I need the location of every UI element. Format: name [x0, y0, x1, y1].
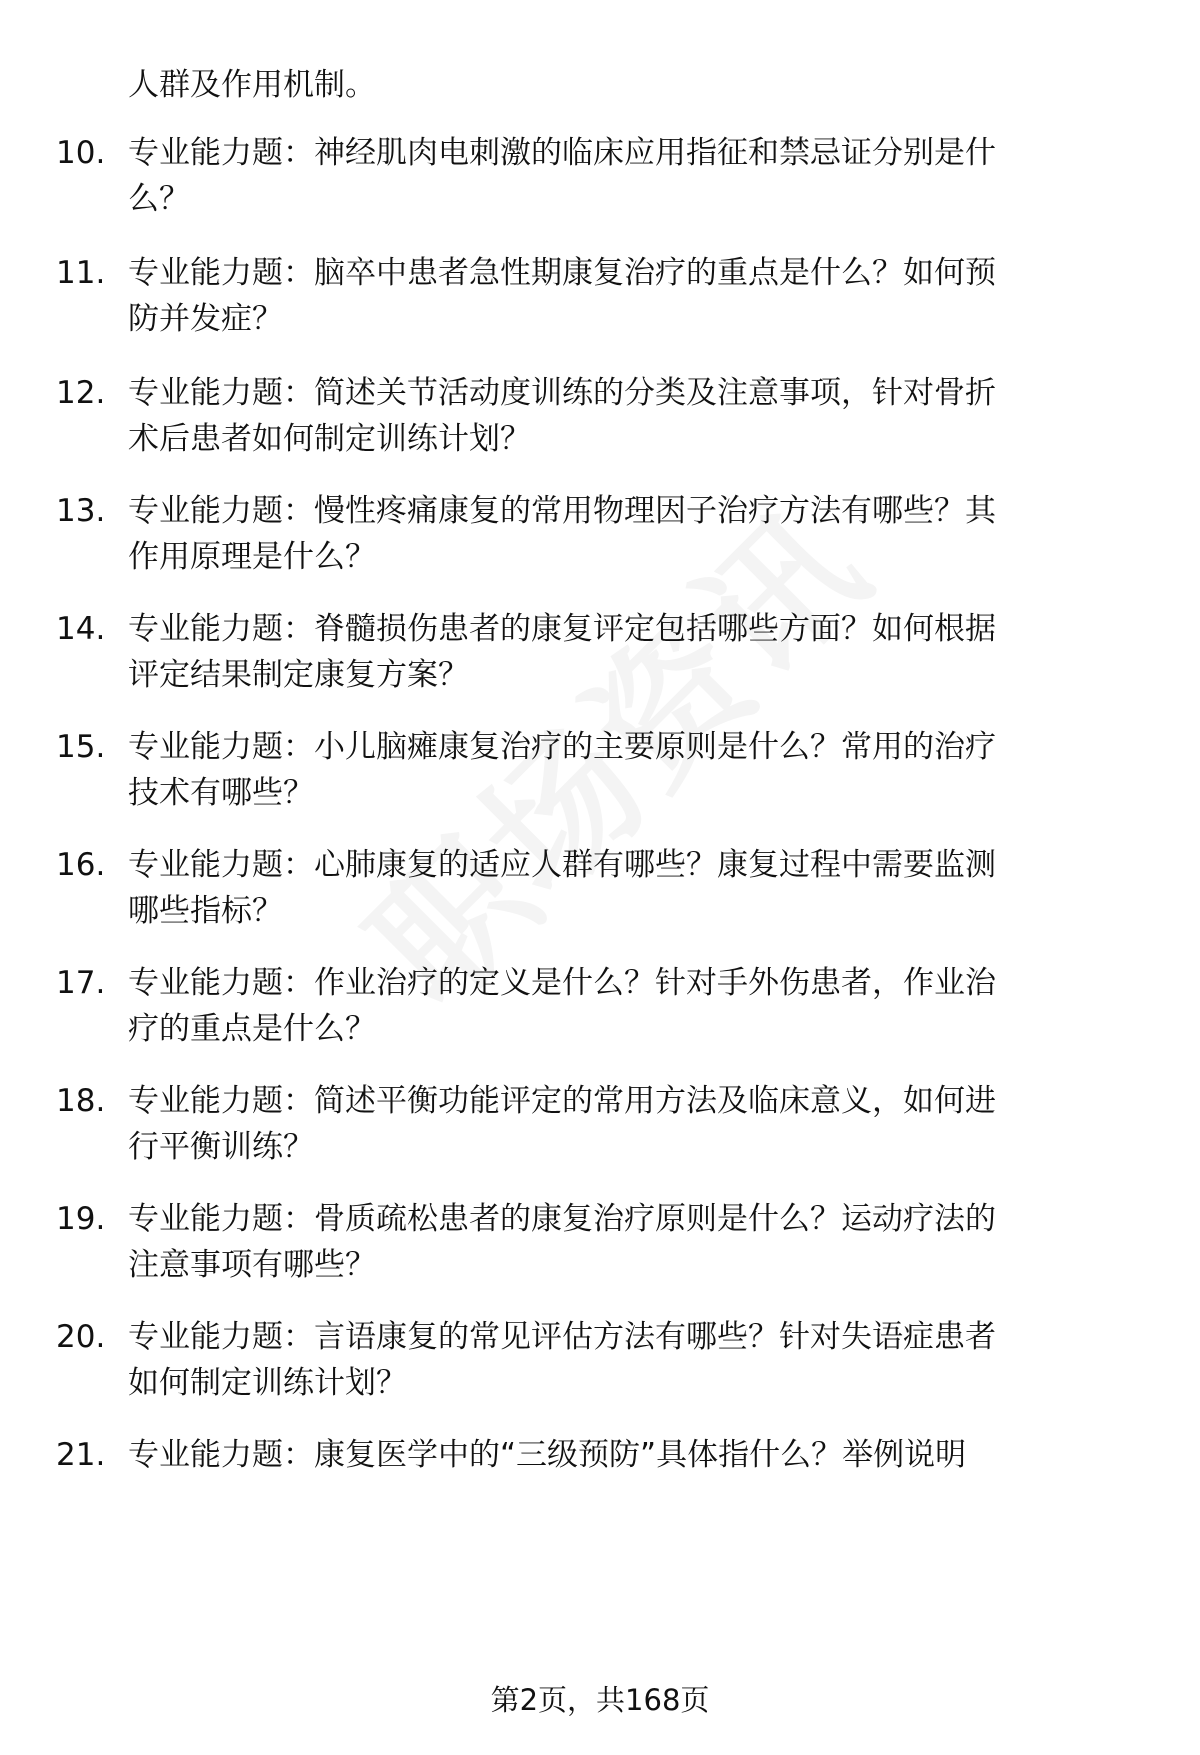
question-text — [128, 130, 1138, 222]
question-number: 17. — [56, 965, 106, 1001]
question-number: 15. — [56, 729, 106, 765]
question-text — [128, 370, 1138, 462]
question-number: 16. — [56, 847, 106, 883]
question-line: 术后患者如何制定训练计划？ — [128, 421, 531, 457]
question-line: 专业能力题：简述关节活动度训练的分类及注意事项，针对骨折 — [128, 375, 996, 411]
question-line: 专业能力题：言语康复的常见评估方法有哪些？针对失语症患者 — [128, 1319, 996, 1355]
question-line: 专业能力题：心肺康复的适应人群有哪些？康复过程中需要监测 — [128, 847, 996, 883]
question-number: 21. — [56, 1437, 106, 1473]
question-number: 20. — [56, 1319, 106, 1355]
question-text — [128, 842, 1138, 934]
page-footer: 第2页，共168页 — [490, 1683, 710, 1717]
question-line: 专业能力题：小儿脑瘫康复治疗的主要原则是什么？常用的治疗 — [128, 729, 996, 765]
question-number: 12. — [56, 375, 106, 411]
question-text — [128, 1432, 1138, 1478]
question-line: 专业能力题：脑卒中患者急性期康复治疗的重点是什么？如何预 — [128, 255, 996, 291]
question-text — [128, 488, 1138, 580]
question-text — [128, 1196, 1138, 1288]
question-number: 13. — [56, 493, 106, 529]
question-line: 专业能力题：慢性疼痛康复的常用物理因子治疗方法有哪些？其 — [128, 493, 996, 529]
question-text — [128, 1314, 1138, 1406]
question-line: 专业能力题：脊髓损伤患者的康复评定包括哪些方面？如何根据 — [128, 611, 996, 647]
question-line: 评定结果制定康复方案？ — [128, 657, 469, 693]
question-line: 疗的重点是什么？ — [128, 1011, 376, 1047]
question-text — [128, 724, 1138, 816]
question-line: 专业能力题：康复医学中的“三级预防”具体指什么？举例说明 — [128, 1437, 967, 1473]
question-line: 注意事项有哪些？ — [128, 1247, 376, 1283]
question-number: 19. — [56, 1201, 106, 1237]
question-line: 作用原理是什么？ — [128, 539, 376, 575]
question-line: 专业能力题：简述平衡功能评定的常用方法及临床意义，如何进 — [128, 1083, 996, 1119]
question-number: 10. — [56, 135, 106, 171]
question-line: 么？ — [128, 181, 190, 217]
question-line: 如何制定训练计划？ — [128, 1365, 407, 1401]
question-text — [128, 250, 1138, 342]
question-line: 技术有哪些？ — [128, 775, 314, 811]
question-line: 防并发症？ — [128, 301, 283, 337]
question-number: 18. — [56, 1083, 106, 1119]
question-line: 哪些指标？ — [128, 893, 283, 929]
question-line: 专业能力题：作业治疗的定义是什么？针对手外伤患者，作业治 — [128, 965, 996, 1001]
question-line: 专业能力题：骨质疏松患者的康复治疗原则是什么？运动疗法的 — [128, 1201, 996, 1237]
question-line: 专业能力题：神经肌肉电刺激的临床应用指征和禁忌证分别是什 — [128, 135, 996, 171]
question-text — [128, 960, 1138, 1052]
question-text — [128, 1078, 1138, 1170]
continuation-text: 人群及作用机制。 — [128, 67, 376, 103]
question-line: 行平衡训练？ — [128, 1129, 314, 1165]
question-number: 11. — [56, 255, 106, 291]
question-number: 14. — [56, 611, 106, 647]
question-text — [128, 606, 1138, 698]
